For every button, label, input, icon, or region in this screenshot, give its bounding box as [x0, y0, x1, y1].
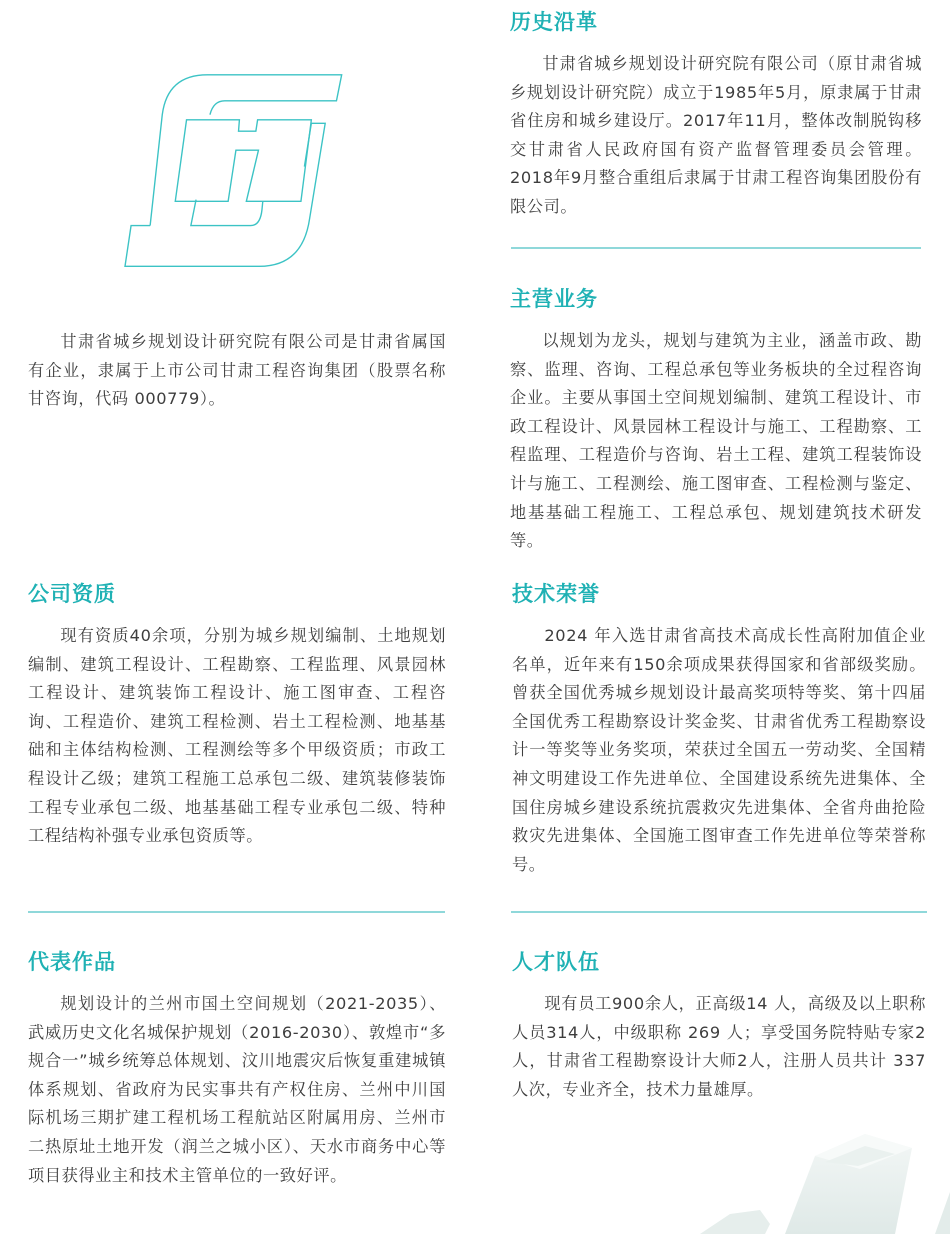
section-qualification — [28, 580, 446, 851]
section-title-qualification: 公司资质 — [28, 582, 116, 606]
section-text-history: 甘肃省城乡规划设计研究院有限公司（原甘肃省城乡规划设计研究院）成立于1985年5月，原隶属于甘肃省住房和城乡建设厅。2017年11月，整体改制脱钩移交甘肃省人民政府国有资产监督管理委员会管理。2018年9月整合重组后隶属于甘肃工程咨询集团股份有限公司。 — [510, 54, 922, 216]
section-works — [28, 948, 446, 1190]
divider-qualification — [28, 911, 445, 913]
section-text-talent: 现有员工900余人，正高级14 人，高级及以上职称人员314人，中级职称 269 人；享受国务院特贴专家2人，甘肃省工程勘察设计大师2人，注册人员共计 337 人次，专业齐全，技术力量雄厚。 — [512, 994, 926, 1099]
section-title-talent: 人才队伍 — [512, 950, 600, 974]
divider-honors — [511, 911, 927, 913]
intro-paragraph: 甘肃省城乡规划设计研究院有限公司是甘肃省属国有企业，隶属于上市公司甘肃工程咨询集团（股票名称甘咨询，代码 000779）。 — [28, 332, 446, 409]
faded-buildings-illustration — [690, 1114, 950, 1234]
divider-history — [511, 247, 921, 249]
section-text-honors: 2024 年入选甘肃省高技术高成长性高附加值企业名单，近年来有150余项成果获得国家和省部级奖励。曾获全国优秀城乡规划设计最高奖项特等奖、第十四届全国优秀工程勘察设计奖金奖、甘肃省优秀工程勘察设计一等奖等业务奖项，荣获过全国五一劳动奖、全国精神文明建设工作先进单位、全国建设系统先进集体、全国住房城乡建设系统抗震救灾先进集体、全省舟曲抢险救灾先进集体、全国施工图审查工作先进单位等荣誉称号。 — [512, 626, 926, 874]
company-logo-outline-icon — [112, 52, 372, 290]
section-title-honors: 技术荣誉 — [512, 582, 600, 606]
section-text-qualification: 现有资质40余项，分别为城乡规划编制、土地规划编制、建筑工程设计、工程勘察、工程监理、风景园林工程设计、建筑装饰工程设计、施工图审查、工程咨询、工程造价、建筑工程检测、岩土工程检测、地基基础和主体结构检测、工程测绘等多个甲级资质；市政工程设计乙级；建筑工程施工总承包二级、建筑装修装饰工程专业承包二级、地基基础工程专业承包二级、特种工程结构补强专业承包资质等。 — [28, 626, 446, 846]
section-honors — [512, 580, 926, 879]
section-history — [510, 8, 922, 222]
section-talent — [512, 948, 926, 1104]
section-title-business: 主营业务 — [510, 287, 598, 311]
section-title-history: 历史沿革 — [510, 10, 598, 34]
section-text-business: 以规划为龙头，规划与建筑为主业，涵盖市政、勘察、监理、咨询、工程总承包等业务板块的全过程咨询企业。主要从事国土空间规划编制、建筑工程设计、市政工程设计、风景园林工程设计与施工、工程勘察、工程监理、工程造价与咨询、岩土工程、建筑工程装饰设计与施工、工程测绘、施工图审查、工程检测与鉴定、地基基础工程施工、工程总承包、规划建筑技术研发等。 — [510, 331, 922, 551]
section-business — [510, 285, 922, 556]
section-text-works: 规划设计的兰州市国土空间规划（2021-2035）、武威历史文化名城保护规划（2016-2030）、敦煌市“多规合一”城乡统筹总体规划、汶川地震灾后恢复重建城镇体系规划、省政府为民实事共有产权住房、兰州中川国际机场三期扩建工程机场工程航站区附属用房、兰州市二热原址土地开发（润兰之城小区）、天水市商务中心等项目获得业主和技术主管单位的一致好评。 — [28, 994, 446, 1185]
section-title-works: 代表作品 — [28, 950, 116, 974]
